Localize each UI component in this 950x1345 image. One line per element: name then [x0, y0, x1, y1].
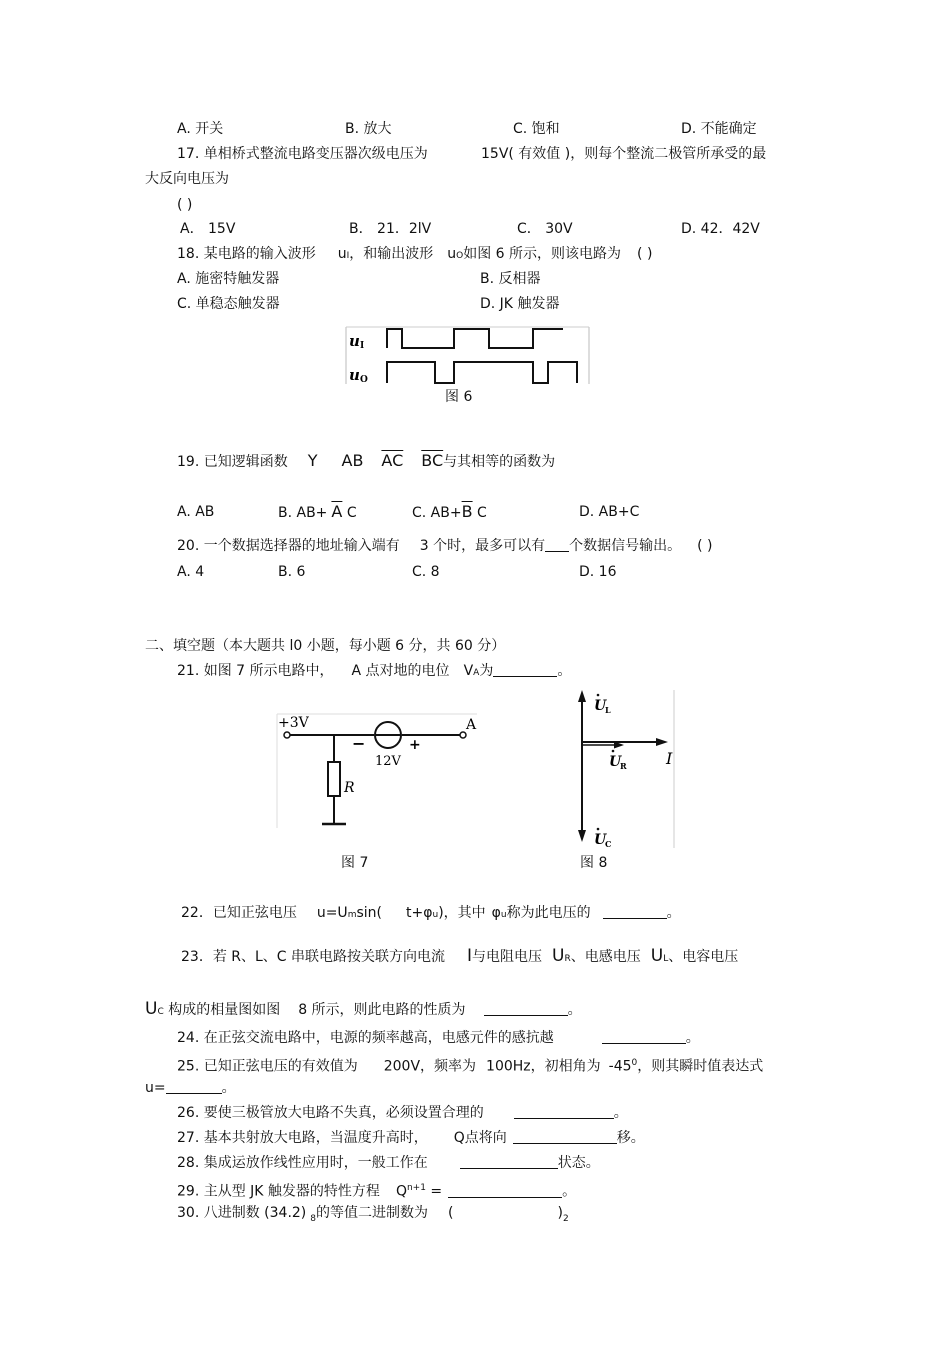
uc-arrowhead — [578, 830, 586, 842]
q23-text-line1: 23．若 R、L、C 串联电路按关联方向电流 I与电阻电压 UR、电感电压 UL、电容电压 — [181, 946, 739, 966]
q18-text: 18. 某电路的输入波形 uI，和输出波形 uO如图 6 所示，则该电路为 ( ) — [177, 246, 653, 262]
q26-text: 26. 要使三极管放大电路不失真，必须设置合理的 。 — [177, 1105, 628, 1121]
phasor-label-uc-sub: C — [605, 839, 612, 849]
q17-text-part2: 15V( 有效值 )，则每个整流二极管所承受的最 — [481, 146, 767, 162]
q18-option-b: B. 反相器 — [480, 271, 541, 287]
circuit-label-supply: +3V — [278, 715, 309, 731]
q20-text: 20. 一个数据选择器的地址输入端有 3 个时，最多可以有 个数据信号输出。 ( ) — [177, 538, 713, 554]
q25-text-line1: 25. 已知正弦电压的有效值为 200V，频率为 100Hz，初相角为 $-45^0$，则其瞬时值表达式 — [177, 1058, 764, 1075]
resistor-symbol — [328, 762, 340, 796]
q24-text: 24. 在正弦交流电路中，电源的频率越高，电感元件的感抗越 。 — [177, 1030, 700, 1046]
output-waveform — [387, 362, 577, 383]
wave-label-output: u — [349, 366, 360, 384]
q17-option-a: A． 15V — [180, 221, 236, 237]
circuit-label-plus: + — [409, 737, 421, 753]
q23-text-line2: UC 构成的相量图如图 8 所示，则此电路的性质为 。 — [145, 999, 582, 1019]
q20-option-c: C. 8 — [412, 564, 440, 580]
q22-text: 22．已知正弦电压 u=Umsin( t+φu)，其中 φu称为此电压的 。 — [181, 905, 681, 921]
circuit-label-resistor: R — [344, 780, 355, 796]
q29-text: 29. 主从型 JK 触发器的特性方程 $Q^{n+1}$ = 。 — [177, 1183, 577, 1200]
q17-option-b: B． 21．2lV — [349, 221, 432, 237]
q20-option-d: D. 16 — [579, 564, 617, 580]
q17-text-line2: 大反向电压为 — [145, 171, 229, 187]
q28-text: 28. 集成运放作线性应用时，一般工作在 状态。 — [177, 1155, 600, 1171]
wave-label-input-sub: I — [360, 341, 365, 351]
q16-option-b: B. 放大 — [345, 121, 392, 137]
phasor-label-ur-sub: R — [620, 761, 627, 771]
q17-option-d: D. 42．42V — [681, 221, 760, 237]
q21-text: 21. 如图 7 所示电路中， A 点对地的电位 VA为 。 — [177, 663, 572, 679]
phasor-label-ul: U — [594, 698, 607, 714]
q19-text: 19. 已知逻辑函数 Y AB $\overline{AC}$ $\overline{BC}$与其相等的函数为 — [177, 451, 556, 470]
q19-option-a: A. AB — [177, 504, 215, 520]
section-2-heading: 二、填空题（本大题共 l0 小题，每小题 6 分，共 60 分） — [145, 638, 506, 654]
q25-text-line2: u= 。 — [145, 1080, 236, 1096]
figure-6-waveform — [345, 326, 591, 388]
figure-8-caption: 图 8 — [580, 855, 608, 871]
wave-label-output-sub: O — [360, 375, 368, 385]
phasor-label-ur: U — [609, 754, 622, 770]
q20-option-a: A. 4 — [177, 564, 205, 580]
figure-7-caption: 图 7 — [341, 855, 369, 871]
phasor-label-i: I — [666, 749, 673, 768]
phasor-label-ul-sub: L — [605, 705, 611, 715]
figure-6-caption: 图 6 — [445, 389, 473, 405]
q17-text-part1: 17. 单相桥式整流电路变压器次级电压为 — [177, 146, 428, 162]
q18-option-c: C. 单稳态触发器 — [177, 296, 280, 312]
circuit-label-source: 12V — [375, 754, 401, 769]
q19-option-b: B. $AB+ \overline{A}$ C — [278, 502, 357, 521]
q20-option-b: B. 6 — [278, 564, 306, 580]
current-arrowhead — [656, 738, 668, 746]
input-waveform — [387, 329, 563, 348]
q16-option-c: C. 饱和 — [513, 121, 560, 137]
circuit-label-node-a: A — [466, 717, 477, 733]
q19-option-c: C. $AB+\overline{B}$ C — [412, 502, 487, 521]
q16-option-d: D. 不能确定 — [681, 121, 757, 137]
circuit-label-minus: − — [352, 734, 366, 753]
phasor-label-uc: U — [594, 832, 607, 848]
figure-7-circuit — [276, 712, 478, 830]
q18-option-a: A. 施密特触发器 — [177, 271, 280, 287]
q16-option-a: A. 开关 — [177, 121, 224, 137]
q27-text: 27. 基本共射放大电路，当温度升高时， Q点将向 移。 — [177, 1130, 645, 1146]
q18-option-d: D. JK 触发器 — [480, 296, 560, 312]
ul-arrowhead — [578, 690, 586, 702]
q17-option-c: C． 30V — [517, 221, 573, 237]
q17-answer-paren: ( ) — [177, 197, 193, 213]
q19-option-d: D. AB+C — [579, 504, 640, 520]
q30-text: 30. 八进制数 (34.2) $_8$的等值二进制数为 ( )$_2$ — [177, 1205, 569, 1224]
wave-label-input: u — [349, 332, 360, 350]
figure-8-phasor-diagram — [576, 686, 678, 850]
